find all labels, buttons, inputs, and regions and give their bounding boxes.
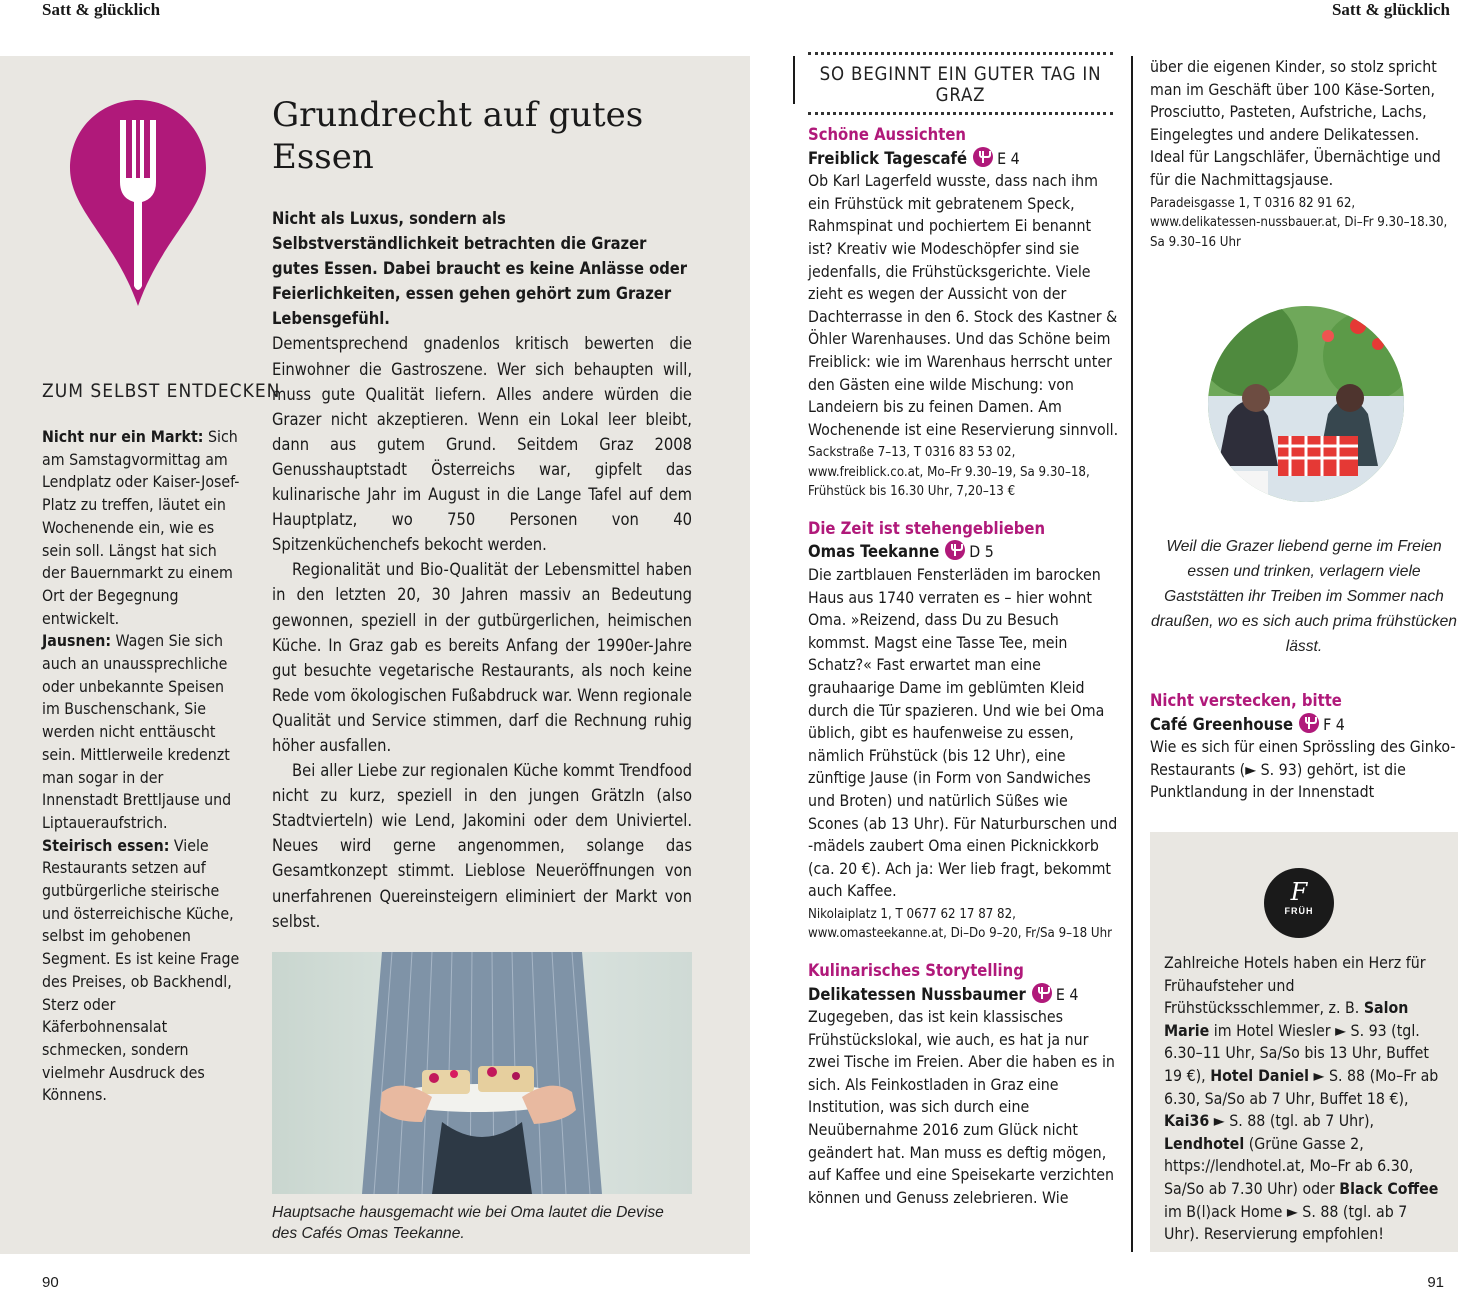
sidebar-text-steirisch: Viele Restaurants setzen auf gutbürgerliche steirische und österreichische Küche, selbst im gehobenen Segment. Es ist keine Frage des Preises, ob Backhendl, Sterz oder Käferbohnensalat schmecken, sondern vielmehr Ausdruck des Könnens. [42,835,240,1105]
page-number-left: 90 [42,1274,59,1291]
caption-right-photo: Weil die Grazer liebend gerne im Freien essen und trinken, verlagern viele Gaststätten ihr Treiben im Sommer nach draußen, wo es sich auch prima frühstücken lässt. [1151,538,1457,655]
column-divider-b [1131,56,1133,1252]
entry-name: Omas Teekanne [808,542,940,562]
info-box-frueh [1150,832,1458,1252]
info-text-part: im Hotel Wiesler ► S. 93 (tgl. 6.30–11 Uhr, Sa/So bis 13 Uhr, Buffet 19 €), [1164,1020,1429,1085]
fork-pin-small-icon [1032,983,1052,1003]
article-paragraph-1: Dementsprechend gnadenlos kritisch bewerten die Einwohner die Gastroszene. Wer sich behaupten will, muss gute Qualität liefern. Alles andere würden die Grazer nicht akzeptieren. Wenn ein Lokal leer bleibt, dann aus gutem Grund. Seitdem Graz 2008 Genusshauptstadt Österreichs war, gipfelt das kulinarische Jahr im August in die Lange Tafel auf dem Hauptplatz, wo 750 Personen von 40 Spitzenküchenchefs bekocht werden. [272,334,692,555]
page-number-right: 91 [1427,1274,1444,1291]
info-text-part: ► S. 88 (tgl. ab 7 Uhr), [1209,1111,1375,1131]
article-body [272,206,692,934]
fork-pin-icon [68,98,208,308]
sidebar-text-jausnen: Wagen Sie sich auch an unaussprechliche oder unbekannte Speisen im Buschenschank, Sie werden nicht enttäuscht sein. Mittlerweile kredenzt man sogar in der Innenstadt Brettljause und Liptaueraufstrich. [42,631,232,832]
map-reference: D 5 [969,542,994,562]
heading-dots-top [808,52,1113,60]
fork-pin-small-icon [945,540,965,560]
hotel-name: Salon Marie [1164,998,1409,1040]
column-heading: SO BEGINNT EIN GUTER TAG IN GRAZ [819,64,1102,106]
entry-heading: Schöne Aussichten [808,125,966,144]
article-paragraph-3: Bei aller Liebe zur regionalen Küche kommt Trendfood nicht zu kurz, speziell in den jungen Grätzln (also Stadtvierteln) wie Lend, Jakomini oder dem Univiertel. Neues wird gerne angenommen, solange das Gesamtkonzept stimmt. Lieblose Neueröffnungen von unerfahrenen Quereinsteigern eliminiert der Markt von selbst. [272,761,692,931]
info-text [1164,952,1446,1246]
entry-nussbaumer [808,960,1120,1210]
entry-name: Delikatessen Nussbaumer [808,984,1026,1004]
entry-address: Sackstraße 7–13, T 0316 83 53 02, www.freiblick.co.at, Mo–Fr 9.30–19, Sa 9.30–18, Frühstück bis 16.30 Uhr, 7,20–13 € [808,445,1090,500]
sidebar-heading: ZUM SELBST ENTDECKEN [42,380,281,402]
heading-dots-bottom [808,112,1113,120]
entry-omas-teekanne [808,518,1120,944]
info-text-part: (Grüne Gasse 2, https://lendhotel.at, Mo–Fr ab 6.30, Sa/So ab 7.30 Uhr) oder [1164,1133,1414,1198]
entry-address: Nikolaiplatz 1, T 0677 62 17 87 82, www.omasteekanne.at, Di–Do 9–20, Fr/Sa 9–18 Uhr [808,906,1113,942]
caption-left-photo: Hauptsache hausgemacht wie bei Oma lautet die Devise des Cafés Omas Teekanne. [272,1204,664,1242]
info-text-part: Zahlreiche Hotels haben ein Herz für Frühaufsteher und Frühstücksschlemmer, z. B. [1164,953,1426,1018]
round-photo-terrace [1208,306,1404,502]
info-text-part: im B(l)ack Home ► S. 88 (tgl. ab 7 Uhr). Reservierung empfohlen! [1164,1201,1408,1244]
entry-freiblick [808,124,1120,502]
entries-list [808,124,1120,1225]
map-reference: E 4 [1055,984,1079,1004]
article-lead: Nicht als Luxus, sondern als Selbstverständlichkeit betrachten die Grazer gutes Essen. Dabei braucht es keine Anlässe oder Feierlichkeiten, essen gehen gehört zum Grazer Lebensgefühl. [272,209,688,329]
column-heading-box [808,52,1113,120]
article-title: Grundrecht auf gutes Essen [272,95,644,177]
entry-text: Ob Karl Lagerfeld wusste, dass nach ihm ein Frühstück mit gebratenem Speck, Rahmspinat und pochiertem Ei benannt ist? Kreativ wie Modeschöpfer sind sie jedenfalls, die Frühstücksgerichte. Viele zieht es wegen der Aussicht von der Dachterrasse in den 6. Stock des Kastner & Öhler Warenhauses. Und das Schöne beim Freiblick: wie im Warenhaus herrscht unter den Gästen eine wilde Mischung: von Landeiern bis zu feinen Damen. Am Wochenende ist eine Reservierung sinnvoll. [808,171,1119,439]
entry-name: Café Greenhouse [1150,714,1294,734]
entry-name: Freiblick Tagescafé [808,148,968,168]
right-column-continued [1150,56,1456,252]
map-reference: F 4 [1323,714,1345,734]
article-paragraph-2: Regionalität und Bio-Qualität der Lebensmittel haben in den letzten 20, 30 Jahren massiv an Bedeutung gewonnen, speziell in der gutbürgerlichen, heimischen Küche. In Graz gab es bereits Anfang der 1990er-Jahre gut besuchte vegetarische Restaurants, als noch keine Rede vom ökologischen Fußabdruck war. Wenn regionale Qualität und Service stimmen, darf die Rechnung ruhig höher ausfallen. [272,560,692,755]
sidebar-label-jausnen: Jausnen: [42,631,112,651]
frueh-badge [1264,868,1334,938]
entry-heading: Nicht verstecken, bitte [1150,691,1342,710]
column-divider-a [793,56,795,104]
photo-hands-plate [272,952,692,1194]
sidebar-label-markt: Nicht nur ein Markt: [42,427,204,446]
fork-pin-small-icon [973,147,993,167]
sidebar-label-steirisch: Steirisch essen: [42,835,170,855]
continued-address: Paradeisgasse 1, T 0316 82 91 62, www.delikatessen-nussbauer.at, Di–Fr 9.30–18.30, Sa 9.30–16 Uhr [1150,195,1448,250]
hotel-name: Black Coffee [1339,1178,1439,1198]
info-text-part: ► S. 88 (Mo–Fr ab 6.30, Sa/So ab 7 Uhr, Buffet 18 €), [1164,1065,1439,1108]
entry-heading: Kulinarisches Storytelling [808,960,1024,980]
hotel-name: Hotel Daniel [1210,1065,1309,1085]
entry-text: Wie es sich für einen Sprössling des Ginko-Restaurants (► S. 93) gehört, ist die Punktlandung in der Innenstadt [1150,737,1456,802]
entry-text: Zugegeben, das ist kein klassisches Frühstückslokal, wie auch, es hat ja nur zwei Tische im Freien. Aber die haben es in sich. Als Feinkostladen in Graz eine Institution, was sich durch eine Neuübernahme 2016 zum Glück nicht geändert hat. Man muss es deftig mögen, auf Kaffee und eine Speisekarte verzichten können und Genuss zelebrieren. Wie [808,1007,1115,1207]
entry-heading: Die Zeit ist stehengeblieben [808,518,1046,538]
running-head-right: Satt & glücklich [1331,0,1450,19]
fork-pin-small-icon [1299,713,1319,733]
hotel-name: Lendhotel [1164,1133,1245,1153]
entry-greenhouse [1150,690,1456,820]
badge-label: FRÜH [1284,906,1314,916]
sidebar-text [42,426,242,1107]
continued-text: über die eigenen Kinder, so stolz spricht man im Geschäft über 100 Käse-Sorten, Prosciutto, Pasteten, Aufstriche, Lachs, Eingelegtes und andere Delikatessen. Ideal für Langschläfer, Übernächtige und für die Nachmittagsjause. [1150,57,1441,189]
badge-letter: F [1290,878,1308,906]
hotel-name: Kai36 [1164,1111,1210,1131]
map-reference: E 4 [997,148,1020,168]
sidebar-text-markt: Sich am Samstagvormittag am Lendplatz oder Kaiser-Josef-Platz zu treffen, läutet ein Wochenende ein, wie es sein soll. Längst hat sich der Bauernmarkt zu einem Ort der Begegnung entwickelt. [42,427,240,628]
running-head-left: Satt & glücklich [42,0,161,19]
entry-text: Die zartblauen Fensterläden im barocken Haus aus 1740 verraten es – hier wohnt Oma. »Reizend, dass Du zu Besuch kommst. Magst eine Tasse Tee, mein Schatz?« Fast erwartet man eine grauhaarige Dame im geblümten Kleid durch die Tür spazieren. Und wie bei Oma üblich, gibt es haufenweise zu essen, nämlich Frühstück (bis 12 Uhr), eine zünftige Jause (in Form von Sandwiches und Broten) und natürlich Süßes wie Scones (ab 13 Uhr). Für Naturburschen und -mädels zaubert Oma einen Picknickkorb (ca. 20 €). Ach ja: Wer lieb fragt, bekommt auch Kaffee. [808,565,1118,901]
